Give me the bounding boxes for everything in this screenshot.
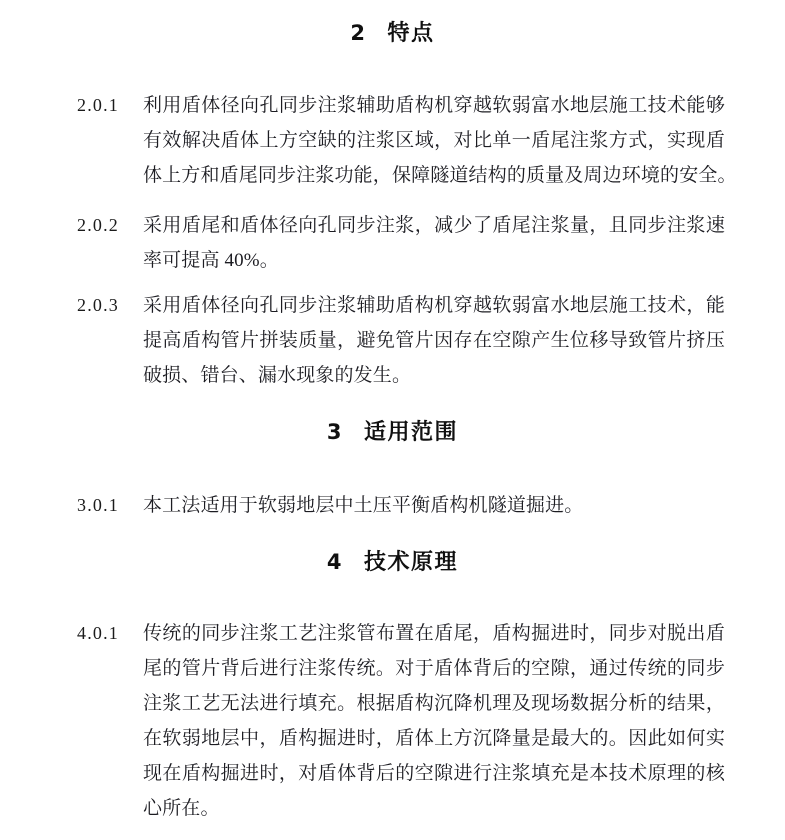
section-heading-2 [0, 22, 785, 46]
clause-body [143, 208, 725, 278]
clause-body [143, 288, 725, 393]
section-heading-3-number: 3 [326, 420, 343, 444]
clause-line: 尾的管片背后进行注浆传统。对于盾体背后的空隙，通过传统的同步 [143, 658, 725, 679]
clause-number: 3.0.1 [77, 495, 119, 515]
clause-line: 采用盾体径向孔同步注浆辅助盾构机穿越软弱富水地层施工技术，能 [143, 295, 725, 316]
clause-line: 利用盾体径向孔同步注浆辅助盾构机穿越软弱富水地层施工技术能够 [143, 95, 725, 116]
clause-body [143, 488, 725, 523]
clause-number: 2.0.1 [77, 95, 119, 115]
clause-line: 心所在。 [143, 798, 220, 819]
clause-2-0-3 [77, 288, 725, 393]
clause-line: 率可提高 40%。 [143, 250, 279, 271]
clause-number: 2.0.2 [77, 215, 119, 235]
clause-line: 有效解决盾体上方空缺的注浆区域，对比单一盾尾注浆方式，实现盾 [143, 130, 725, 151]
section-heading-4-title: 技术原理 [364, 550, 459, 575]
section-heading-2-title: 特点 [387, 21, 435, 46]
section-heading-3 [0, 421, 785, 445]
clause-number: 4.0.1 [77, 623, 119, 643]
clause-3-0-1 [77, 488, 725, 523]
clause-2-0-1 [77, 88, 737, 193]
clause-line: 在软弱地层中，盾构掘进时，盾体上方沉降量是最大的。因此如何实 [143, 728, 725, 749]
clause-line: 提高盾构管片拼装质量，避免管片因存在空隙产生位移导致管片挤压 [143, 330, 725, 351]
clause-body [143, 616, 725, 826]
clause-number: 2.0.3 [77, 295, 119, 315]
clause-body [143, 88, 737, 193]
clause-2-0-2 [77, 208, 725, 278]
section-heading-4 [0, 551, 785, 575]
section-heading-3-title: 适用范围 [364, 420, 459, 445]
clause-line: 本工法适用于软弱地层中土压平衡盾构机隧道掘进。 [143, 495, 584, 516]
clause-line: 传统的同步注浆工艺注浆管布置在盾尾，盾构掘进时，同步对脱出盾 [143, 623, 725, 644]
section-heading-2-number: 2 [350, 21, 366, 45]
clause-line: 破损、错台、漏水现象的发生。 [143, 365, 412, 386]
clause-4-0-1 [77, 616, 725, 826]
clause-line: 采用盾尾和盾体径向孔同步注浆，减少了盾尾注浆量，且同步注浆速 [143, 215, 725, 236]
section-heading-4-number: 4 [326, 550, 343, 574]
clause-line: 体上方和盾尾同步注浆功能，保障隧道结构的质量及周边环境的安全。 [143, 165, 737, 186]
clause-line: 现在盾构掘进时，对盾体背后的空隙进行注浆填充是本技术原理的核 [143, 763, 725, 784]
clause-line: 注浆工艺无法进行填充。根据盾构沉降机理及现场数据分析的结果， [143, 693, 725, 714]
